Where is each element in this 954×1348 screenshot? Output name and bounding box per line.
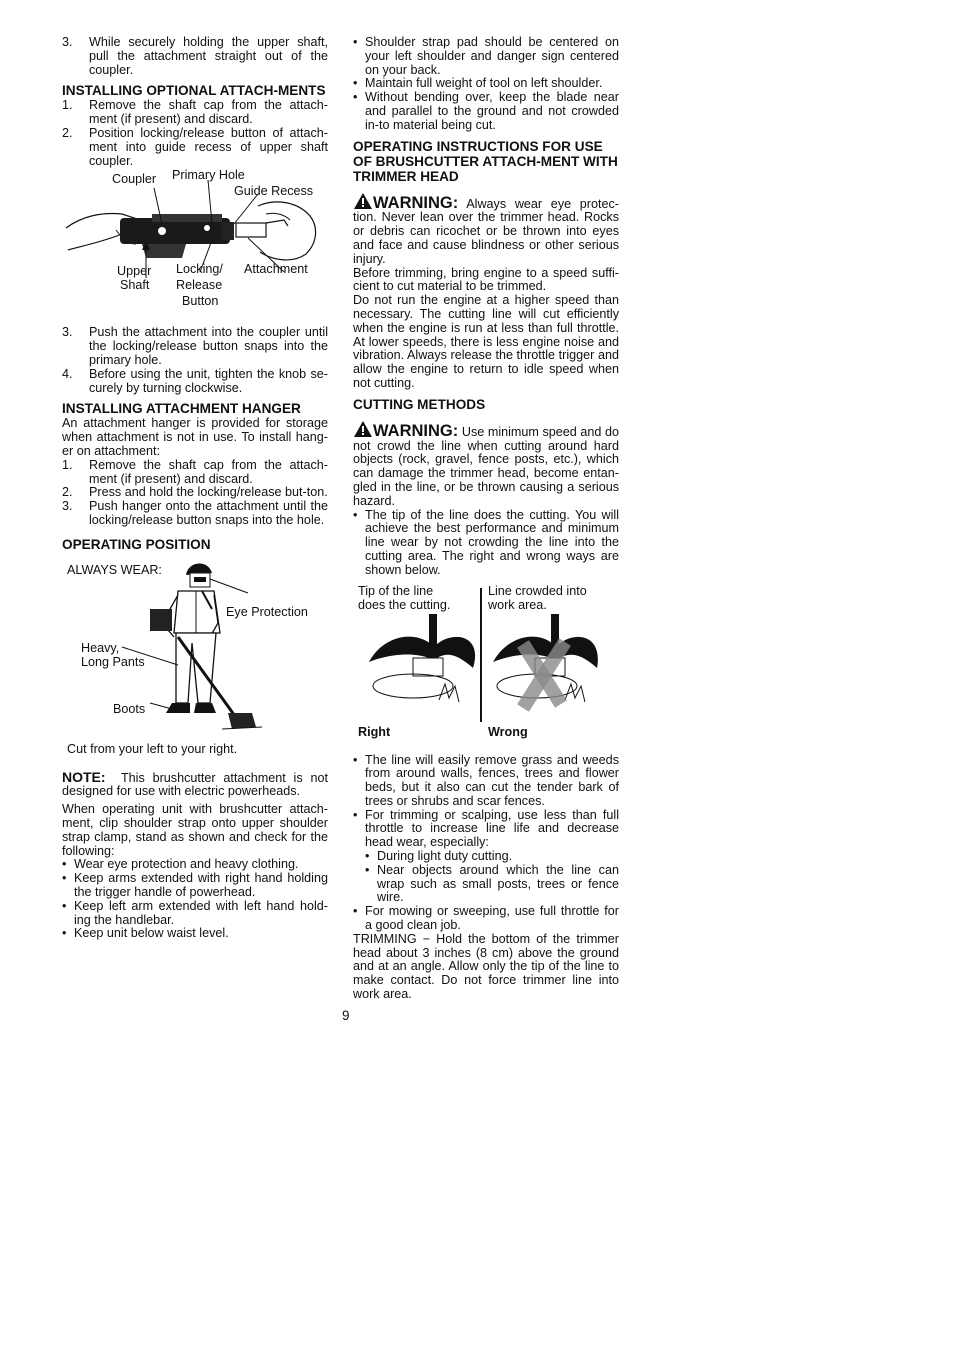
heading-cutting-methods: CUTTING METHODS — [353, 396, 486, 412]
step-item: 2. Position locking/release button of attach-ment into guide recess of upper shaft coupler. — [62, 125, 328, 168]
step-item: 1. Remove the shaft cap from the attach-ment (if present) and discard. — [62, 98, 328, 127]
list-item: • The tip of the line does the cutting. You will achieve the best performance and minimum line wear by not crowding the line into the cutting area. The right and wrong ways are shown below. — [353, 507, 619, 577]
step-item: 3. Push the attachment into the coupler until the locking/release button snaps into the primary hole. — [62, 325, 328, 367]
heading-attachment-hanger: INSTALLING ATTACHMENT HANGER — [62, 401, 301, 417]
warning-icon — [353, 192, 373, 210]
warning-text: Use minimum speed and do not crowd the line when cutting around hard objects (rock, gravel, fence posts, etc.), which can damage the trimmer head, become entan-gled in the line, or be thrown causing a serious hazard. — [353, 424, 619, 508]
label-work-area: work area. — [488, 597, 547, 612]
list-item: • The line will easily remove grass and weeds from around walls, fences, trees and flower beds, but it also can cut the tender bark of trees or shrubs and scar fences. — [353, 752, 619, 808]
label-coupler: Coupler — [112, 172, 157, 187]
operating-text: When operating unit with brushcutter attach-ment, clip shoulder strap onto upper shoulder strap clamp, stand as shown and check for the following: — [62, 802, 328, 858]
list-item: • Wear eye protection and heavy clothing. — [62, 857, 299, 872]
label-wrong: Wrong — [488, 724, 528, 739]
list-item: • Keep unit below waist level. — [62, 926, 229, 941]
list-item: • For mowing or sweeping, use full throttle for a good clean job. — [353, 904, 619, 933]
cut-direction: Cut from your left to your right. — [67, 741, 238, 756]
coupler-figure — [62, 168, 328, 326]
operating-position-figure — [62, 553, 328, 739]
label-line-crowded: Line crowded into — [488, 583, 587, 598]
list-item: • Without bending over, keep the blade near and parallel to the ground and not crowded in-to material being cut. — [353, 90, 619, 132]
list-item: • Keep left arm extended with left hand hold-ing the handlebar. — [62, 898, 328, 927]
step-item: 1. Remove the shaft cap from the attach-ment (if present) and discard. — [62, 457, 328, 486]
list-item: • During light duty cutting. — [365, 849, 513, 864]
list-item: • Maintain full weight of tool on left shoulder. — [353, 76, 603, 91]
strap-checklist — [353, 36, 619, 133]
label-does-cutting: does the cutting. — [358, 597, 451, 612]
left-column — [62, 36, 328, 941]
label-primary-hole: Primary Hole — [172, 168, 245, 183]
label-tip-of-line: Tip of the line — [358, 583, 434, 598]
list-item: • Keep arms extended with right hand holding the trigger handle of powerhead. — [62, 871, 328, 899]
optional-steps — [62, 99, 328, 168]
operating-checklist — [62, 858, 328, 941]
label-heavy: Heavy, — [81, 640, 120, 655]
optional-steps-continued — [62, 326, 328, 395]
label-locking: Locking/ — [176, 262, 223, 277]
right-wrong-figure — [353, 584, 619, 750]
warning-icon — [353, 420, 373, 438]
label-long-pants: Long Pants — [81, 654, 145, 669]
hanger-intro: An attachment hanger is provided for storage when attachment is not in use. To install hang-er on attachment: — [62, 416, 328, 458]
warning-eye-protection — [353, 192, 619, 267]
note-label: NOTE: — [62, 768, 106, 785]
label-button: Button — [182, 294, 219, 309]
note — [62, 768, 328, 800]
label-upper: Upper — [117, 264, 152, 279]
tip-list — [353, 509, 619, 578]
before-trimming: Before trimming, bring engine to a speed suffi-cient to cut material to be trimmed. — [353, 265, 619, 294]
heading-operating-instructions: OPERATING INSTRUCTIONS FOR USE OF BRUSHCUTTER ATTACH-MENT WITH TRIMMER HEAD — [353, 138, 618, 184]
engine-speed-text: Do not run the engine at a higher speed than necessary. The cutting line will cut efficiently when the engine is run at less than full throttle. At lower speeds, there is less engine noise and vibration. Always release the throttle trigger and allow the engine to return to idle speed when not cutting. — [353, 293, 619, 390]
heading-optional-attachments: INSTALLING OPTIONAL ATTACH-MENTS — [62, 83, 326, 99]
heading-operating-position: OPERATING POSITION — [62, 536, 211, 552]
label-release: Release — [176, 278, 223, 293]
warning-label: WARNING: — [373, 421, 459, 440]
step-item: 2. Press and hold the locking/release but-ton. — [62, 485, 328, 500]
warning-label: WARNING: — [373, 193, 459, 212]
label-guide-recess: Guide Recess — [234, 184, 314, 199]
cutting-tips — [353, 754, 619, 933]
list-item: • Near objects around which the line can wrap such as small posts, trees or fence wire. — [365, 862, 619, 905]
note-text: This brushcutter attachment is not designed for use with electric powerheads. — [62, 770, 328, 799]
label-right: Right — [358, 724, 391, 739]
label-boots: Boots — [113, 701, 146, 716]
warning-minimum-speed — [353, 420, 619, 509]
right-column — [353, 36, 619, 1002]
step-item: 3. While securely holding the upper shaft, pull the attachment straight out of the coupler. — [62, 35, 328, 77]
step-item: 4. Before using the unit, tighten the knob se-curely by turning clockwise. — [62, 366, 328, 395]
warning-text: Always wear eye protec-tion. Never lean over the trimmer head. Rocks or debris can ricochet or be thrown into eyes and face and cause blindness or other serious injury. — [353, 196, 619, 266]
step-item: 3. Push hanger onto the attachment until the locking/release button snaps into the hole. — [62, 499, 328, 527]
label-shaft: Shaft — [120, 278, 150, 293]
hanger-steps — [62, 459, 328, 528]
label-always-wear: ALWAYS WEAR: — [67, 562, 162, 577]
list-item: • Shoulder strap pad should be centered on your left shoulder and danger sign centered on your back. — [353, 35, 619, 77]
list-item: • For trimming or scalping, use less than full throttle to increase line life and decrease head wear, especially: — [353, 807, 619, 850]
label-eye-protection: Eye Protection — [226, 604, 308, 619]
page-number: 9 — [342, 1008, 350, 1023]
label-attachment: Attachment — [244, 262, 308, 277]
trimming-text: TRIMMING − Hold the bottom of the trimmer head about 3 inches (8 cm) above the ground and at an angle. Allow only the tip of the line to make contact. Do not force trimmer line into work area. — [353, 931, 619, 1002]
